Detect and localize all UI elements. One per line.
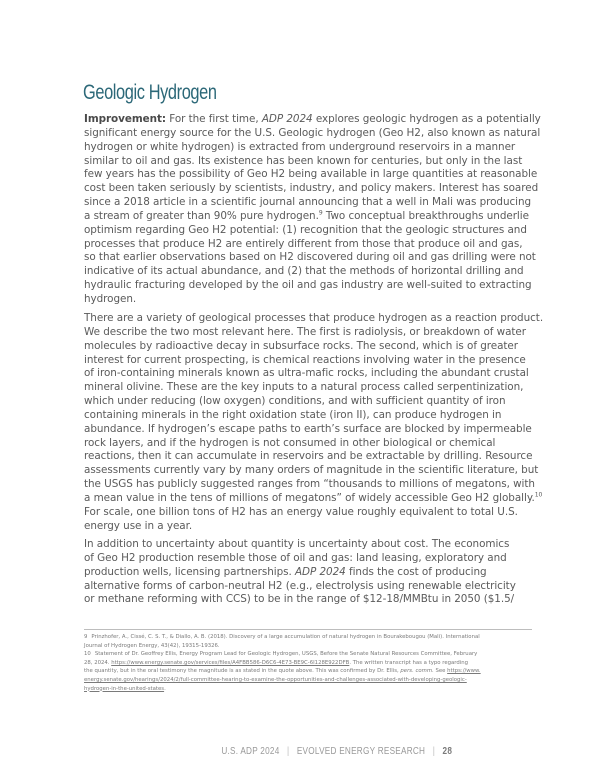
- section-heading: Geologic Hydrogen: [83, 81, 217, 104]
- text-run: a mean value in the tens of millions of megatons” of widely accessible Geo H2 globally.: [84, 491, 535, 504]
- footnote-text: the quantity, but in the oral testimony the magnitude is as stated in the quote above. This was confirmed by Dr. Ellis,: [84, 668, 401, 675]
- footnote-text: Statement of Dr. Geoffrey Ellis, Energy Program Lead for Geologic Hydrogen, USGS, Before the Senate Natural Resources Committee, February: [94, 651, 478, 658]
- senate-transcript-link[interactable]: https://www.energy.senate.gov/services/files/A4FBB586-D6C6-4E73-BE9C-6I128E922DFB: [111, 659, 350, 666]
- text-run: Two conceptual breakthroughs underlie: [322, 209, 529, 222]
- footnote-text: Prinzhofer, A., Cissé, C. S. T., & Diallo, A. B. (2018). Discovery of a large accumulation of natural hydrogen in Bourakebougou (Mali). International: [91, 634, 480, 640]
- page-footer: [0, 746, 600, 757]
- text-line: of iron-containing minerals known as ultra-mafic rocks, including the abundant crustal: [84, 367, 529, 380]
- text-line: [84, 209, 529, 224]
- text-line: which under reducing (low oxygen) conditions, and with sufficient quantity of iron: [84, 395, 506, 408]
- text-line: or methane reforming with CCS) to be in the range of $12-18/MMBtu in 2050 ($1.5/: [84, 593, 515, 606]
- footer-separator: |: [432, 746, 436, 757]
- footnote-text: 28, 2024.: [84, 659, 112, 666]
- paragraph-improvement: [84, 113, 541, 307]
- text-line: [84, 113, 541, 127]
- footnote-number: 10: [84, 651, 91, 658]
- text-line: In addition to uncertainty about quantity is uncertainty about cost. The economics: [84, 538, 510, 550]
- footnote-italic: pers. comm.: [400, 668, 434, 675]
- text-line: indicative of its actual abundance, and (2) that the methods of horizontal drilling and: [84, 265, 524, 278]
- text-line: optimism regarding Geo H2 potential: (1) recognition that the geologic structures and: [84, 223, 527, 236]
- text-line: so that earlier observations based on H2 discovered during oil and gas drilling were not: [84, 251, 536, 264]
- text-line: abundance. If hydrogen’s escape paths to earth’s surface are blocked by impermeable: [84, 422, 532, 435]
- text-line: [84, 491, 543, 506]
- paragraph-cost: [84, 538, 524, 607]
- footnote-line: [84, 676, 536, 685]
- report-name-italic: ADP 2024: [261, 113, 313, 125]
- footnote-line: [84, 667, 536, 676]
- footnote-ref-9[interactable]: 9: [318, 209, 323, 217]
- footnote-line: [84, 659, 536, 668]
- paragraph-processes: [84, 312, 544, 534]
- text-line: of Geo H2 production resemble those of oil and gas: land leasing, exploratory and: [84, 551, 507, 564]
- page-number: 28: [442, 746, 453, 757]
- footnote-line: [84, 633, 536, 642]
- text-line: mineral olivine. These are the key inputs to a natural process called serpentinization,: [84, 381, 524, 394]
- text-run: production wells, licensing partnerships.: [84, 565, 295, 578]
- improvement-label: Improvement:: [84, 113, 167, 125]
- text-line: containing minerals in the right oxidation state (iron II), can produce hydrogen in: [84, 408, 502, 421]
- footer-organization: EVOLVED ENERGY RESEARCH: [297, 746, 426, 757]
- text-line: We describe the two most relevant here. The first is radiolysis, or breakdown of water: [84, 325, 526, 338]
- footnote-line: [84, 685, 536, 694]
- text-run: explores geologic hydrogen as a potentially: [312, 113, 541, 125]
- text-line: For scale, one billion tons of H2 has an energy value roughly equivalent to total U.S.: [84, 505, 518, 518]
- footnote-line: [84, 650, 536, 659]
- text-line: energy use in a year.: [84, 519, 193, 532]
- text-line: since a 2018 article in a scientific journal announcing that a well in Mali was producing: [84, 196, 532, 209]
- text-run: finds the cost of producing: [345, 565, 487, 578]
- text-line: similar to oil and gas. Its existence has been known for centuries, but only in the last: [84, 154, 523, 167]
- text-line: the USGS has publicly suggested ranges from “thousands to millions of megatons, with: [84, 478, 535, 491]
- text-line: molecules by radioactive decay in subsurface rocks. The second, which is of greater: [84, 339, 518, 352]
- text-line: few years has the possibility of Geo H2 being available in large quantities at reasonable: [84, 168, 538, 181]
- footnote-text: . The written transcript has a typo regarding: [349, 659, 469, 666]
- text-line: interest for current prospecting, is chemical reactions involving water in the presence: [84, 353, 526, 366]
- text-line: [84, 566, 524, 580]
- text-line: significant energy source for the U.S. Geologic hydrogen (Geo H2, also known as natural: [84, 126, 541, 139]
- footnotes: [84, 633, 536, 693]
- text-line: alternative forms of carbon-neutral H2 (e.g., electrolysis using renewable electricity: [84, 579, 516, 592]
- text-run: For the first time,: [166, 113, 262, 125]
- footer-report-name: U.S. ADP 2024: [221, 746, 280, 757]
- report-name-italic: ADP 2024: [295, 565, 346, 578]
- text-line: hydrogen or white hydrogen) is extracted from underground reservoirs in a manner: [84, 140, 516, 153]
- senate-hearing-link[interactable]: hydrogen-in-the-united-states: [84, 685, 165, 692]
- text-line: There are a variety of geological processes that produce hydrogen as a reaction product.: [84, 312, 544, 324]
- text-line: hydrogen.: [84, 292, 137, 305]
- text-line: hydraulic fracturing developed by the oil and gas industry are well-suited to extracting: [84, 279, 532, 292]
- text-run: a stream of greater than 90% pure hydrogen.: [84, 209, 319, 222]
- text-line: rock layers, and if the hydrogen is not consumed in other biological or chemical: [84, 436, 496, 449]
- text-line: cost been taken seriously by scientists, industry, and policy makers. Interest has soared: [84, 182, 539, 195]
- footnote-text: .: [164, 685, 166, 692]
- footnote-divider: [84, 629, 532, 630]
- footer-content: [222, 746, 453, 757]
- senate-hearing-link[interactable]: https://www.: [447, 668, 481, 675]
- footnote-text: See: [433, 668, 448, 675]
- footer-separator: |: [287, 746, 290, 757]
- text-line: reactions, then it can accumulate in reservoirs and be extractable by drilling. Resource: [84, 450, 533, 463]
- footnote-line: Journal of Hydrogen Energy, 43(42), 19315-19326.: [84, 642, 220, 649]
- footnote-number: 9: [84, 634, 88, 640]
- footnote-ref-10[interactable]: 10: [534, 491, 543, 499]
- text-line: processes that produce H2 are entirely different from those that produce oil and gas,: [84, 237, 523, 250]
- senate-hearing-link[interactable]: energy.senate.gov/hearings/2024/2/full-committee-hearing-to-examine-the-opportunities-and-challenges-associated-with-developing-geologic-: [84, 676, 467, 683]
- text-line: assessments currently vary by many orders of magnitude in the scientific literature, but: [84, 464, 539, 477]
- footnote-9: [84, 633, 536, 650]
- footnote-10: [84, 650, 536, 693]
